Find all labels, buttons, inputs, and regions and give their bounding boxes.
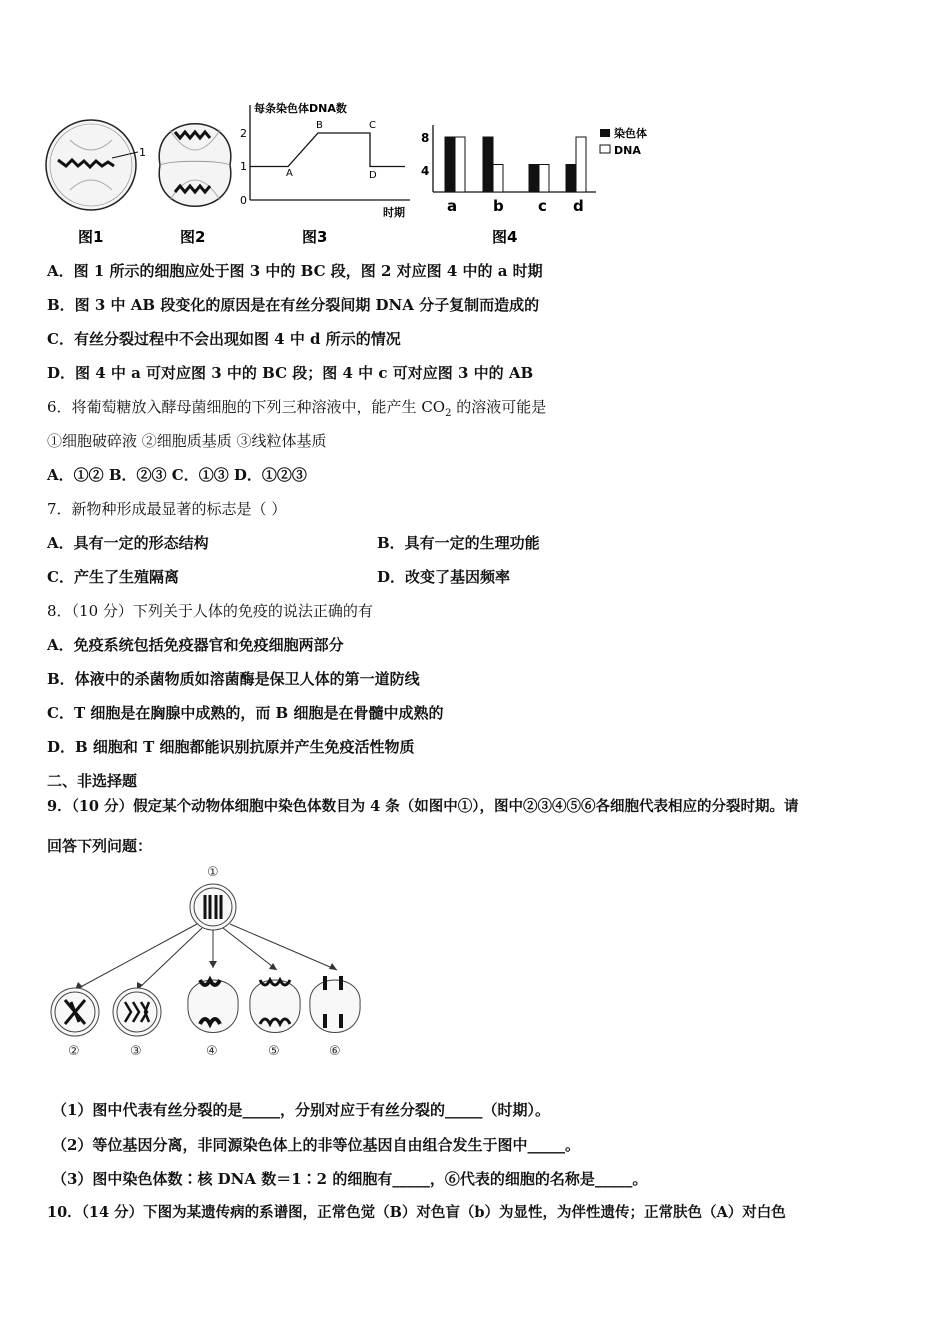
- q9-label-2: ②: [68, 1044, 80, 1059]
- fig3-ytick: 1: [240, 160, 247, 173]
- fig4-bar-a-chromosome: [445, 137, 455, 192]
- fig2-cell-diagram: [159, 124, 231, 207]
- q9-subquestion-3: （3）图中染色体数∶核 DNA 数＝1∶2 的细胞有_____，⑥代表的细胞的名称是_____。: [52, 1170, 648, 1188]
- fig3-ytick: 0: [240, 194, 247, 207]
- fig3-series-line: [250, 133, 405, 167]
- q7-option-b: B．具有一定的生理功能: [377, 534, 540, 552]
- q8-option-a: A．免疫系统包括免疫器官和免疫细胞两部分: [47, 636, 344, 654]
- fig3-ytick: 2: [240, 127, 247, 140]
- q7-stem: 7．新物种形成最显著的标志是（ ）: [47, 500, 287, 518]
- fig3-point-label: B: [316, 120, 323, 131]
- fig4-bar-c-dna: [539, 165, 549, 193]
- figure-row: [0, 0, 950, 250]
- fig3-point-label: D: [369, 170, 377, 181]
- q9-stem-line2: 回答下列问题：: [47, 837, 153, 855]
- q6-stem-pre: 6．将葡萄糖放入酵母菌细胞的下列三种溶液中，能产生 CO: [47, 398, 446, 416]
- fig4-legend-chromosome: 染色体: [614, 127, 647, 140]
- fig4-bar-d-chromosome: [566, 165, 576, 193]
- q9-subquestion-2: （2）等位基因分离，非同源染色体上的非等位基因自由组合发生于图中_____。: [52, 1136, 580, 1154]
- q8-option-d: D．B 细胞和 T 细胞都能识别抗原并产生免疫活性物质: [47, 738, 415, 756]
- fig3-point-label: A: [286, 168, 293, 179]
- cell-6: [310, 980, 360, 1033]
- cell-5: [250, 980, 300, 1033]
- fig4-bar-b-dna: [493, 165, 503, 193]
- fig1-caption: 图1: [78, 228, 104, 246]
- fig4-bar-c-chromosome: [529, 165, 539, 193]
- q9-cell-division-diagram: [45, 862, 375, 1062]
- fig4-ytick: 4: [421, 164, 430, 178]
- fig2-caption: 图2: [180, 228, 206, 246]
- fig4-category-label: c: [538, 197, 547, 215]
- fig1-marker: 1: [139, 146, 146, 159]
- fig4-bar-a-dna: [455, 137, 465, 192]
- fig4-chart: [421, 125, 647, 215]
- fig4-category-label: b: [493, 197, 504, 215]
- fig4-legend-swatch-dna: [600, 145, 610, 153]
- q6-stem: [47, 397, 546, 424]
- fig4-bar-d-dna: [576, 137, 586, 192]
- q8-stem: 8．（10 分）下列关于人体的免疫的说法正确的有: [47, 602, 373, 620]
- fig3-point-label: C: [369, 120, 376, 131]
- q7-option-c: C．产生了生殖隔离: [47, 568, 179, 586]
- cell-3: [113, 988, 161, 1036]
- cell-1: [190, 884, 236, 930]
- q5-option-b: B．图 3 中 AB 段变化的原因是在有丝分裂间期 DNA 分子复制而造成的: [47, 296, 540, 314]
- q7-option-a: A．具有一定的形态结构: [47, 534, 209, 552]
- fig4-bar-b-chromosome: [483, 137, 493, 192]
- q9-stem-line1: 9．（10 分）假定某个动物体细胞中染色体数目为 4 条（如图中①），图中②③④⑤⑥各细胞代表相应的分裂时期。请: [47, 798, 799, 815]
- q9-label-5: ⑤: [268, 1044, 280, 1059]
- q6-options: A．①② B．②③ C．①③ D．①②③: [47, 466, 307, 484]
- q10-stem: 10．（14 分）下图为某遗传病的系谱图，正常色觉（B）对色盲（b）为显性，为伴性遗传；正常肤色（A）对白色: [47, 1204, 786, 1221]
- fig3-xlabel: 时期: [383, 206, 405, 219]
- cell-4: [188, 980, 238, 1033]
- q6-stem-sub: 2: [445, 408, 452, 419]
- q5-option-a: A．图 1 所示的细胞应处于图 3 中的 BC 段，图 2 对应图 4 中的 a 时期: [47, 262, 543, 280]
- section-heading: 二、非选择题: [47, 772, 138, 790]
- fig3-caption: 图3: [302, 228, 328, 246]
- q8-option-b: B．体液中的杀菌物质如溶菌酶是保卫人体的第一道防线: [47, 670, 420, 688]
- fig4-ytick: 8: [421, 131, 430, 145]
- q5-option-c: C．有丝分裂过程中不会出现如图 4 中 d 所示的情况: [47, 330, 401, 348]
- fig3-ylabel: 每条染色体DNA数: [254, 102, 347, 115]
- fig4-caption: 图4: [492, 228, 518, 246]
- fig4-category-label: d: [573, 197, 584, 215]
- fig4-category-label: a: [447, 197, 458, 215]
- q6-items: ①细胞破碎液 ②细胞质基质 ③线粒体基质: [47, 432, 327, 450]
- q6-stem-post: 的溶液可能是: [451, 398, 547, 416]
- q8-option-c: C．T 细胞是在胸腺中成熟的，而 B 细胞是在骨髓中成熟的: [47, 704, 444, 722]
- q9-label-3: ③: [130, 1044, 142, 1059]
- fig4-legend-dna: DNA: [614, 144, 641, 157]
- fig3-chart: [240, 101, 410, 219]
- q9-label-1: ①: [207, 865, 219, 880]
- q9-label-6: ⑥: [329, 1044, 341, 1059]
- q9-label-4: ④: [206, 1044, 218, 1059]
- fig1-cell-diagram: [46, 120, 146, 210]
- q5-option-d: D．图 4 中 a 可对应图 3 中的 BC 段；图 4 中 c 可对应图 3 中的 AB: [47, 364, 534, 382]
- fig4-legend-swatch-chromosome: [600, 129, 610, 137]
- q9-subquestion-1: （1）图中代表有丝分裂的是_____，分别对应于有丝分裂的_____（时期）。: [52, 1101, 550, 1119]
- q7-option-d: D．改变了基因频率: [377, 568, 511, 586]
